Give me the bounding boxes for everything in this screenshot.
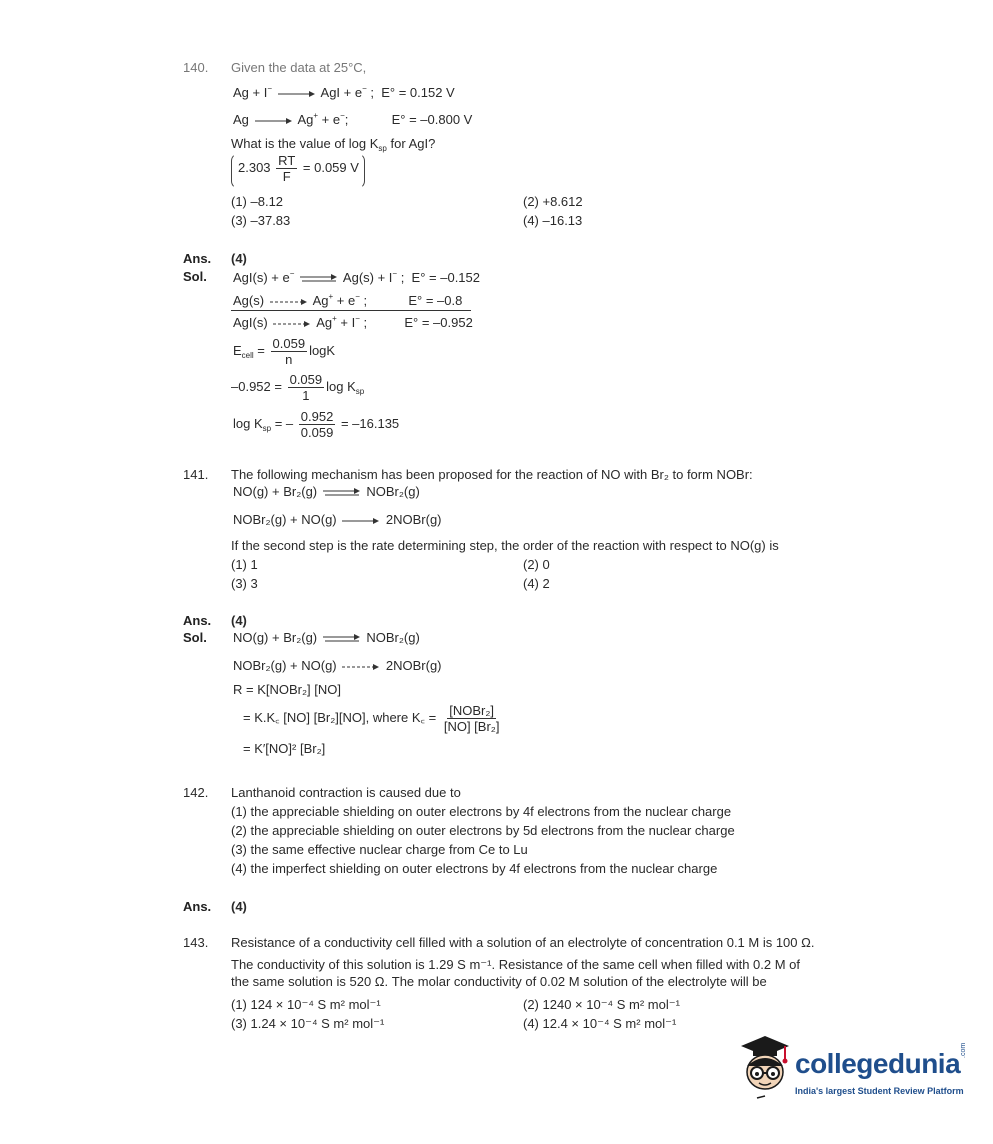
question-number-143: 143. bbox=[183, 935, 209, 950]
potential: E° = 0.152 V bbox=[381, 85, 455, 100]
equilibrium-arrow-icon bbox=[323, 488, 361, 498]
option-142-2[interactable]: (2) the appreciable shielding on outer electrons by 5d electrons from the nuclear charge bbox=[231, 823, 735, 838]
question-text-143-line2: The conductivity of this solution is 1.29 S m⁻¹. Resistance of the same cell when filled with 0.2 M of bbox=[231, 957, 801, 972]
equilibrium-arrow-icon bbox=[323, 634, 361, 644]
solution-reaction-2: Ag(s) Ag+ + e− ; E° = –0.8 bbox=[233, 292, 463, 308]
forward-arrow-icon bbox=[255, 116, 293, 126]
option-140-2[interactable]: (2) +8.612 bbox=[523, 194, 583, 209]
option-141-3[interactable]: (3) 3 bbox=[231, 576, 258, 591]
answer-142: (4) bbox=[231, 899, 247, 914]
question-text-143-line1: Resistance of a conductivity cell filled with a solution of an electrolyte of concentration 0.1 M is 100 Ω. bbox=[231, 935, 815, 950]
reaction-lhs: Ag + I bbox=[233, 85, 268, 100]
reaction-lhs: Ag bbox=[233, 112, 249, 127]
question-number-142: 142. bbox=[183, 785, 209, 800]
option-141-4[interactable]: (4) 2 bbox=[523, 576, 550, 591]
question-prompt-141: If the second step is the rate determining step, the order of the reaction with respect to NO(g) is bbox=[231, 538, 779, 553]
question-text-141: The following mechanism has been proposed for the reaction of NO with Br₂ to form NOBr: bbox=[231, 467, 753, 482]
sum-rule bbox=[231, 310, 471, 311]
question-number-140: 140. bbox=[183, 60, 209, 75]
mechanism-step-1: NO(g) + Br₂(g) NOBr₂(g) bbox=[233, 484, 420, 499]
forward-arrow-icon bbox=[278, 89, 316, 99]
brand-name: collegedunia bbox=[795, 1048, 961, 1079]
reaction-line-2: Ag Ag+ + e−; E° = –0.800 V bbox=[233, 111, 473, 127]
potential: E° = –0.800 V bbox=[391, 112, 473, 127]
nernst-equation: $E_{cell}$ = $\frac{0.059}{n}$ logK bbox=[233, 336, 336, 367]
option-141-1[interactable]: (1) 1 bbox=[231, 557, 258, 572]
solution-reaction-1: AgI(s) + e− Ag(s) + I− ; E° = –0.152 bbox=[233, 269, 480, 285]
sol-label: Sol. bbox=[183, 630, 207, 645]
option-141-2[interactable]: (2) 0 bbox=[523, 557, 550, 572]
question-number-141: 141. bbox=[183, 467, 209, 482]
result-equation: $\log K_{sp}$ = – $\frac{0.952}{0.059}$ = –16.135 bbox=[233, 409, 400, 440]
rate-law-final: = K′[NO]² [Br₂] bbox=[243, 741, 326, 756]
option-142-4[interactable]: (4) the imperfect shielding on outer electrons by 4f electrons from the nuclear charge bbox=[231, 861, 718, 876]
answer-140: (4) bbox=[231, 251, 247, 266]
option-140-1[interactable]: (1) –8.12 bbox=[231, 194, 284, 209]
ans-label: Ans. bbox=[183, 899, 212, 914]
brand-tld: .com bbox=[960, 1042, 967, 1058]
option-142-3[interactable]: (3) the same effective nuclear charge from Ce to Lu bbox=[231, 842, 528, 857]
reaction-rhs: Ag bbox=[297, 112, 314, 127]
option-143-3[interactable]: (3) 1.24 × 10⁻⁴ S m² mol⁻¹ bbox=[231, 1016, 385, 1031]
reaction-line-1: Ag + I− AgI + e− ; E° = 0.152 V bbox=[233, 84, 455, 100]
solution-reaction-3: AgI(s) Ag+ + I− ; E° = –0.952 bbox=[233, 314, 473, 330]
option-140-4[interactable]: (4) –16.13 bbox=[523, 213, 583, 228]
option-143-2[interactable]: (2) 1240 × 10⁻⁴ S m² mol⁻¹ bbox=[523, 997, 680, 1012]
ans-label: Ans. bbox=[183, 251, 212, 266]
rate-law: R = K[NOBr₂] [NO] bbox=[233, 682, 341, 697]
option-143-4[interactable]: (4) 12.4 × 10⁻⁴ S m² mol⁻¹ bbox=[523, 1016, 677, 1031]
solution-step-2: NOBr₂(g) + NO(g) 2NOBr(g) bbox=[233, 658, 442, 673]
brand-logo[interactable] bbox=[735, 1028, 970, 1108]
hint-formula: 2.303 $\frac{RT}{F}$ = 0.059 V bbox=[238, 153, 359, 184]
question-text-143-line3: the same solution is 520 Ω. The molar conductivity of 0.02 M solution of the electrolyte will be bbox=[231, 974, 767, 989]
forward-arrow-icon bbox=[342, 662, 380, 672]
sol-label: Sol. bbox=[183, 269, 207, 284]
forward-arrow-icon bbox=[342, 516, 380, 526]
mechanism-step-2: NOBr₂(g) + NO(g) 2NOBr(g) bbox=[233, 512, 442, 527]
question-text-140: What is the value of $\log K_{sp}$ for AgI? bbox=[231, 136, 436, 153]
forward-arrow-icon bbox=[270, 297, 308, 307]
solution-step-1: NO(g) + Br₂(g) NOBr₂(g) bbox=[233, 630, 420, 645]
forward-arrow-icon bbox=[273, 319, 311, 329]
rate-law-expanded: = K.K꜀ [NO] [Br₂][NO], where K꜀ = $\frac{\text{[NOBr₂]}}{\text{[NO] [Br₂]}}$ bbox=[243, 703, 500, 734]
reaction-rhs: AgI + e bbox=[320, 85, 363, 100]
option-142-1[interactable]: (1) the appreciable shielding on outer electrons by 4f electrons from the nuclear charge bbox=[231, 804, 732, 819]
substitution-equation: –0.952 = $\frac{0.059}{1}$ $\log K_{sp}$ bbox=[231, 372, 365, 403]
option-143-1[interactable]: (1) 124 × 10⁻⁴ S m² mol⁻¹ bbox=[231, 997, 381, 1012]
question-text-142: Lanthanoid contraction is caused due to bbox=[231, 785, 461, 800]
equilibrium-arrow-icon bbox=[300, 274, 338, 284]
option-140-3[interactable]: (3) –37.83 bbox=[231, 213, 291, 228]
brand-tagline: India's largest Student Review Platform bbox=[795, 1086, 964, 1096]
reaction-rhs-2: + e bbox=[321, 112, 341, 127]
question-intro-140: Given the data at 25°C, bbox=[231, 60, 367, 75]
answer-141: (4) bbox=[231, 613, 247, 628]
mascot-icon bbox=[735, 1032, 793, 1104]
ans-label: Ans. bbox=[183, 613, 212, 628]
